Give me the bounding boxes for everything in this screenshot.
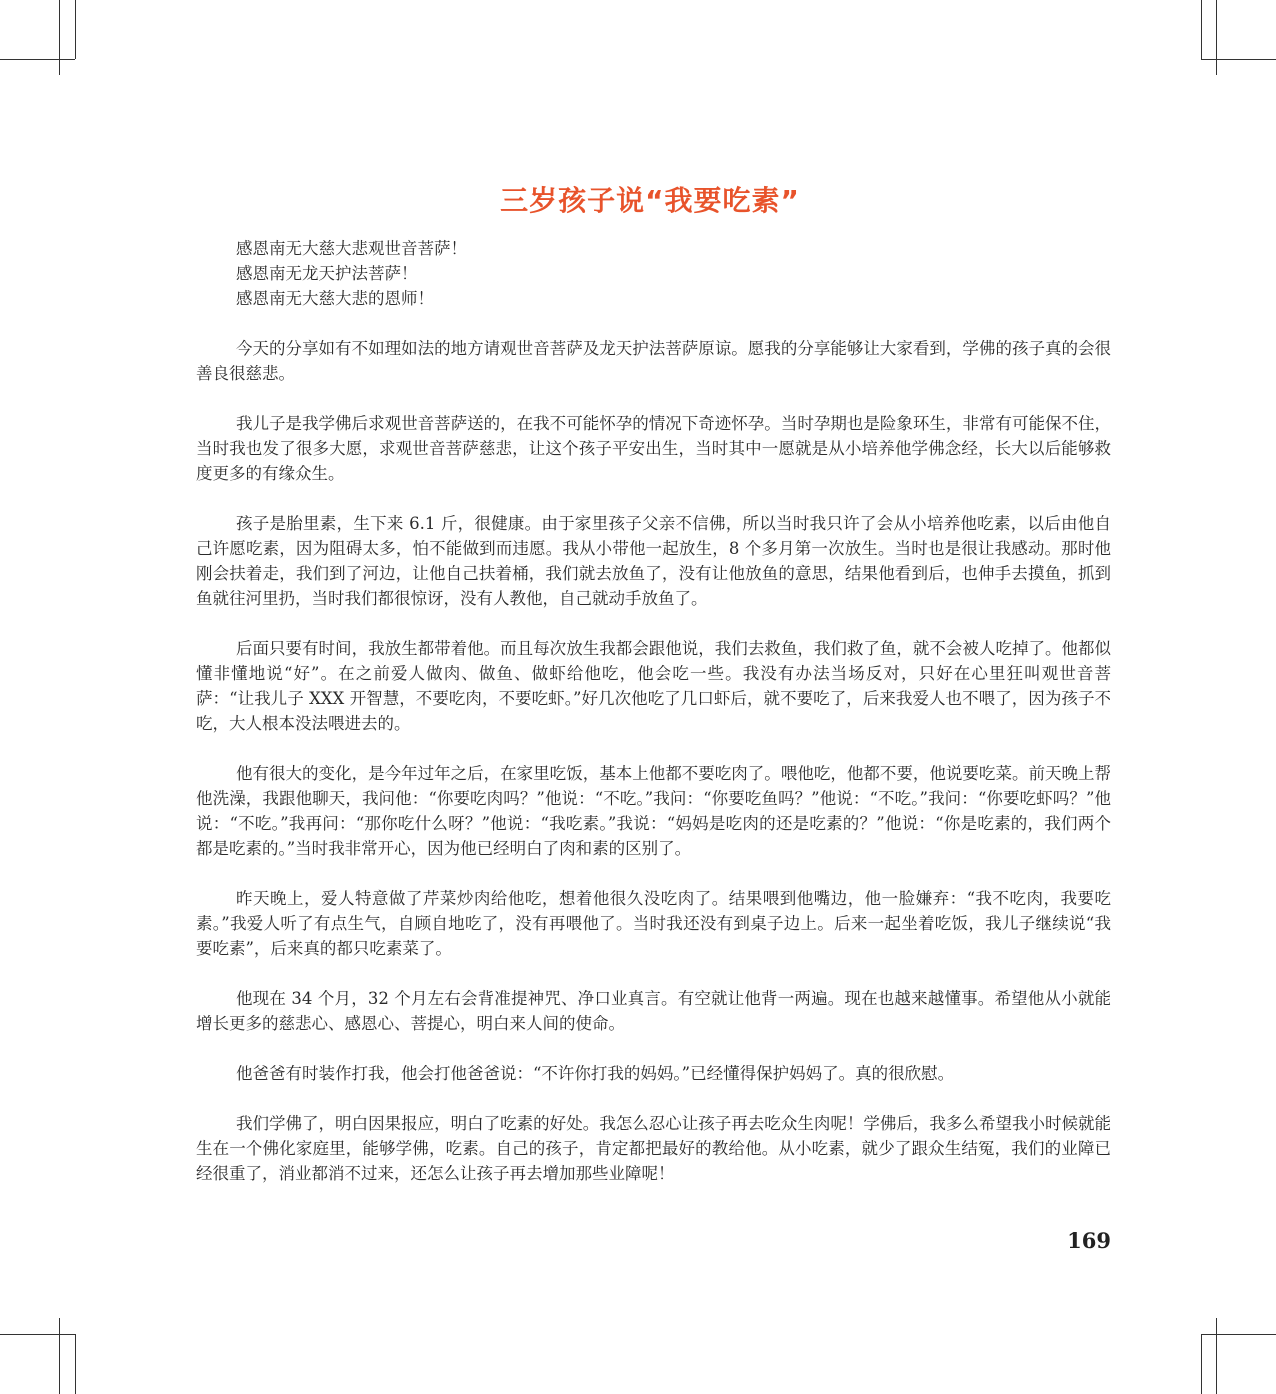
page-number: 169 bbox=[1067, 1228, 1111, 1253]
page-title: 三岁孩子说“我要吃素” bbox=[500, 183, 800, 217]
crop-mark bbox=[1216, 1318, 1217, 1394]
paragraph: 孩子是胎里素，生下来 6.1 斤，很健康。由于家里孩子父亲不信佛，所以当时我只许了会从小培养他吃素，以后由他自己许愿吃素，因为阻碍太多，怕不能做到而违愿。我从小带他一起放生，8 个多月第一次放生。当时也是很让我感动。那时他刚会扶着走，我们到了河边，让他自己扶着桶，我们就去放鱼了，没有让他放鱼的意思，结果他看到后，也伸手去摸鱼，抓到鱼就往河里扔，当时我们都很惊讶，没有人教他，自己就动手放鱼了。 bbox=[196, 514, 1111, 608]
crop-mark bbox=[1201, 59, 1276, 60]
crop-mark bbox=[75, 0, 76, 59]
paragraph: 我儿子是我学佛后求观世音菩萨送的，在我不可能怀孕的情况下奇迹怀孕。当时孕期也是险象环生，非常有可能保不住，当时我也发了很多大愿，求观世音菩萨慈悲，让这个孩子平安出生，当时其中一愿就是从小培养他学佛念经，长大以后能够救度更多的有缘众生。 bbox=[196, 414, 1111, 483]
salutation-line: 感恩南无大慈大悲的恩师！ bbox=[236, 289, 434, 308]
crop-mark bbox=[59, 0, 60, 75]
crop-mark bbox=[75, 1334, 76, 1394]
paragraph: 今天的分享如有不如理如法的地方请观世音菩萨及龙天护法菩萨原谅。愿我的分享能够让大家看到，学佛的孩子真的会很善良很慈悲。 bbox=[196, 339, 1111, 383]
crop-mark bbox=[0, 1334, 75, 1335]
crop-mark bbox=[0, 59, 75, 60]
paragraph: 我们学佛了，明白因果报应，明白了吃素的好处。我怎么忍心让孩子再去吃众生肉呢！学佛后，我多么希望我小时候就能生在一个佛化家庭里，能够学佛，吃素。自己的孩子，肯定都把最好的教给他。从小吃素，就少了跟众生结冤，我们的业障已经很重了，消业都消不过来，还怎么让孩子再去增加那些业障呢！ bbox=[196, 1114, 1111, 1183]
crop-mark bbox=[59, 1318, 60, 1394]
paragraph: 他爸爸有时装作打我，他会打他爸爸说：“不许你打我的妈妈。”已经懂得保护妈妈了。真的很欣慰。 bbox=[236, 1064, 955, 1083]
paragraph: 后面只要有时间，我放生都带着他。而且每次放生我都会跟他说，我们去救鱼，我们救了鱼，就不会被人吃掉了。他都似懂非懂地说“好”。在之前爱人做肉、做鱼、做虾给他吃，他会吃一些。我没有办法当场反对，只好在心里狂叫观世音菩萨：“让我儿子 XXX 开智慧，不要吃肉，不要吃虾。”好几次他吃了几口虾后，就不要吃了，后来我爱人也不喂了，因为孩子不吃，大人根本没法喂进去的。 bbox=[196, 639, 1111, 733]
crop-mark bbox=[1201, 1334, 1202, 1394]
article-body bbox=[196, 236, 1111, 1186]
crop-mark bbox=[1216, 0, 1217, 75]
crop-mark bbox=[1201, 0, 1202, 59]
paragraph: 他有很大的变化，是今年过年之后，在家里吃饭，基本上他都不要吃肉了。喂他吃，他都不要，他说要吃菜。前天晚上帮他洗澡，我跟他聊天，我问他：“你要吃肉吗？”他说：“不吃。”我问：“你要吃鱼吗？”他说：“不吃。”我问：“你要吃虾吗？”他说：“不吃。”我再问：“那你吃什么呀？”他说：“我吃素。”我说：“妈妈是吃肉的还是吃素的？”他说：“你是吃素的，我们两个都是吃素的。”当时我非常开心，因为他已经明白了肉和素的区别了。 bbox=[196, 764, 1111, 858]
salutation-line: 感恩南无大慈大悲观世音菩萨！ bbox=[236, 239, 467, 258]
paragraph: 昨天晚上，爱人特意做了芹菜炒肉给他吃，想着他很久没吃肉了。结果喂到他嘴边，他一脸嫌弃：“我不吃肉，我要吃素。”我爱人听了有点生气，自顾自地吃了，没有再喂他了。当时我还没有到桌子边上。后来一起坐着吃饭，我儿子继续说“我要吃素”，后来真的都只吃素菜了。 bbox=[196, 889, 1111, 958]
crop-mark bbox=[1201, 1334, 1276, 1335]
salutation-line: 感恩南无龙天护法菩萨！ bbox=[236, 264, 418, 283]
paragraph: 他现在 34 个月，32 个月左右会背准提神咒、净口业真言。有空就让他背一两遍。现在也越来越懂事。希望他从小就能增长更多的慈悲心、感恩心、菩提心，明白来人间的使命。 bbox=[196, 989, 1111, 1033]
